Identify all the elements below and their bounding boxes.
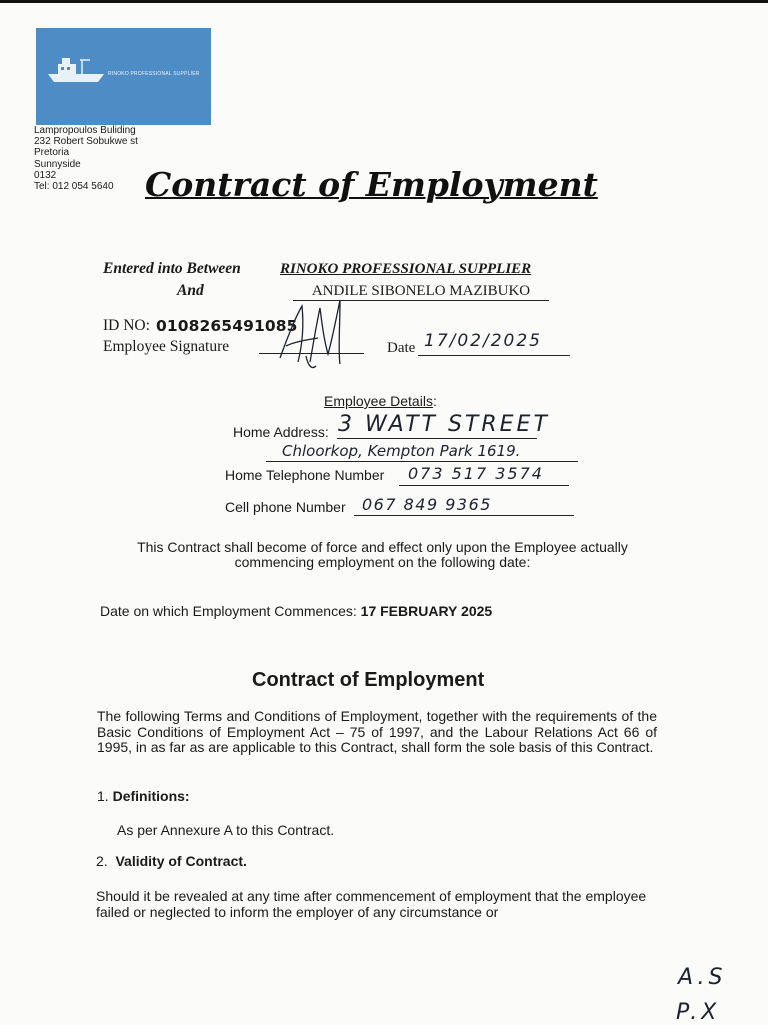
home-phone-underline	[399, 485, 569, 486]
commencement-label: Date on which Employment Commences:	[100, 603, 357, 619]
company-address	[34, 125, 138, 192]
employee-details-heading	[324, 393, 437, 409]
definitions-body: As per Annexure A to this Contract.	[117, 822, 335, 838]
address-line: Lampropoulos Buliding	[34, 125, 136, 136]
home-phone-value: 073 517 3574	[408, 464, 544, 483]
employee-details-colon: :	[432, 393, 437, 409]
id-number: 0108265491085	[156, 317, 298, 335]
handwritten-initials: A.S	[678, 965, 727, 990]
home-address-underline	[266, 461, 578, 462]
signature-label: Employee Signature	[103, 338, 230, 355]
address-phone: Tel: 012 054 5640	[34, 181, 114, 193]
address-line: 232 Robert Sobukwe st	[34, 136, 138, 148]
employee-signature	[258, 296, 368, 376]
section-title: Contract of Employment	[252, 669, 485, 691]
handwritten-initials: P.X	[676, 1000, 721, 1025]
cell-phone-value: 067 849 9365	[362, 495, 492, 514]
date-line	[418, 355, 570, 356]
company-name: RINOKO PROFESSIONAL SUPPLIER	[280, 261, 532, 277]
validity-body: Should it be revealed at any time after commencement of employment that the employee failed or neglected to inform the employer of any circumstance or	[96, 888, 647, 920]
commencement-line	[100, 603, 492, 619]
scan-top-edge	[0, 0, 768, 3]
employee-details-title: Employee Details	[324, 393, 433, 409]
terms-paragraph: The following Terms and Conditions of Employment, together with the requirements of the Basic Conditions of Employment Act – 75 of 1997, and the Labour Relations Act 66 of 1995, in as far as are applicable to this Contract, shall form the sole basis of this Contract.	[97, 708, 657, 755]
document-title: Contract of Employment	[145, 165, 598, 204]
definitions-number: 1.	[97, 788, 109, 804]
boat-icon	[46, 54, 106, 84]
home-address-underline	[337, 438, 537, 439]
home-phone-label: Home Telephone Number	[225, 467, 385, 483]
company-logo	[36, 28, 211, 125]
employee-name: ANDILE SIBONELO MAZIBUKO	[293, 282, 549, 301]
address-line: Pretoria	[34, 147, 70, 159]
date-label: Date	[387, 340, 416, 356]
cell-phone-label: Cell phone Number	[225, 499, 346, 515]
address-line: Sunnyside	[34, 158, 81, 170]
address-line: 0132	[34, 169, 57, 181]
logo-text: RINOKO PROFESSIONAL SUPPLIER	[108, 71, 200, 77]
id-label: ID NO:	[103, 317, 150, 334]
validity-title: Validity of Contract.	[115, 853, 247, 869]
definitions-heading	[97, 788, 190, 804]
validity-number: 2.	[96, 853, 108, 869]
effect-paragraph: This Contract shall become of force and effect only upon the Employee actually commencing employment on the following date:	[137, 539, 628, 570]
and-label: And	[177, 282, 204, 299]
home-address-label: Home Address:	[233, 424, 329, 440]
signature-date: 17/02/2025	[424, 331, 542, 351]
home-address-line2: Chloorkop, Kempton Park 1619.	[282, 442, 521, 460]
home-address-line1: 3 WATT STREET	[338, 412, 550, 437]
definitions-title: Definitions:	[112, 788, 190, 804]
commencement-date: 17 FEBRUARY 2025	[360, 603, 493, 619]
entered-into-label: Entered into Between	[103, 260, 241, 277]
validity-heading	[96, 853, 247, 869]
cell-phone-underline	[354, 515, 574, 516]
